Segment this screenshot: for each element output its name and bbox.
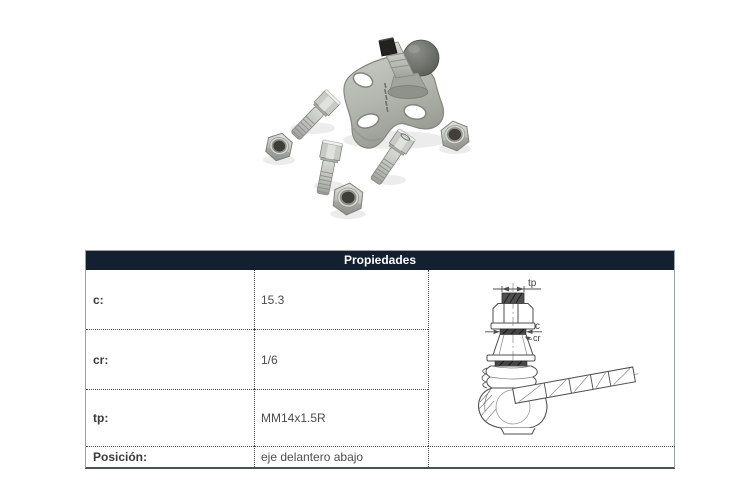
diagram-stud-thread — [502, 293, 524, 304]
dim-label-c: c — [535, 321, 540, 332]
diagram-boot — [482, 366, 537, 388]
properties-table — [85, 250, 675, 469]
row-cr-value: 1/6 — [254, 329, 428, 389]
diagram-ring — [487, 355, 535, 366]
ball-joint-photo — [255, 18, 510, 238]
table-body — [86, 270, 674, 467]
diagram-thread-band — [500, 329, 526, 335]
technical-diagram-cell — [428, 270, 675, 446]
diagram-footer-empty-cell — [428, 446, 675, 467]
dimension-cr — [525, 337, 532, 341]
row-posicion-label: Posición: — [86, 446, 254, 467]
row-tp-label: tp: — [86, 389, 254, 446]
row-tp-value: MM14x1.5R — [254, 389, 428, 446]
row-cr-label: cr: — [86, 329, 254, 389]
row-posicion-value: eje delantero abajo — [254, 446, 428, 467]
bolt-upper-left — [288, 89, 341, 143]
dim-label-tp: tp — [528, 278, 537, 289]
row-c-value: 15.3 — [254, 270, 428, 329]
ball-joint-diagram — [429, 270, 675, 446]
row-c-label: c: — [93, 292, 104, 307]
table-header-propiedades: Propiedades — [86, 251, 674, 270]
dim-label-cr: cr — [533, 333, 541, 343]
